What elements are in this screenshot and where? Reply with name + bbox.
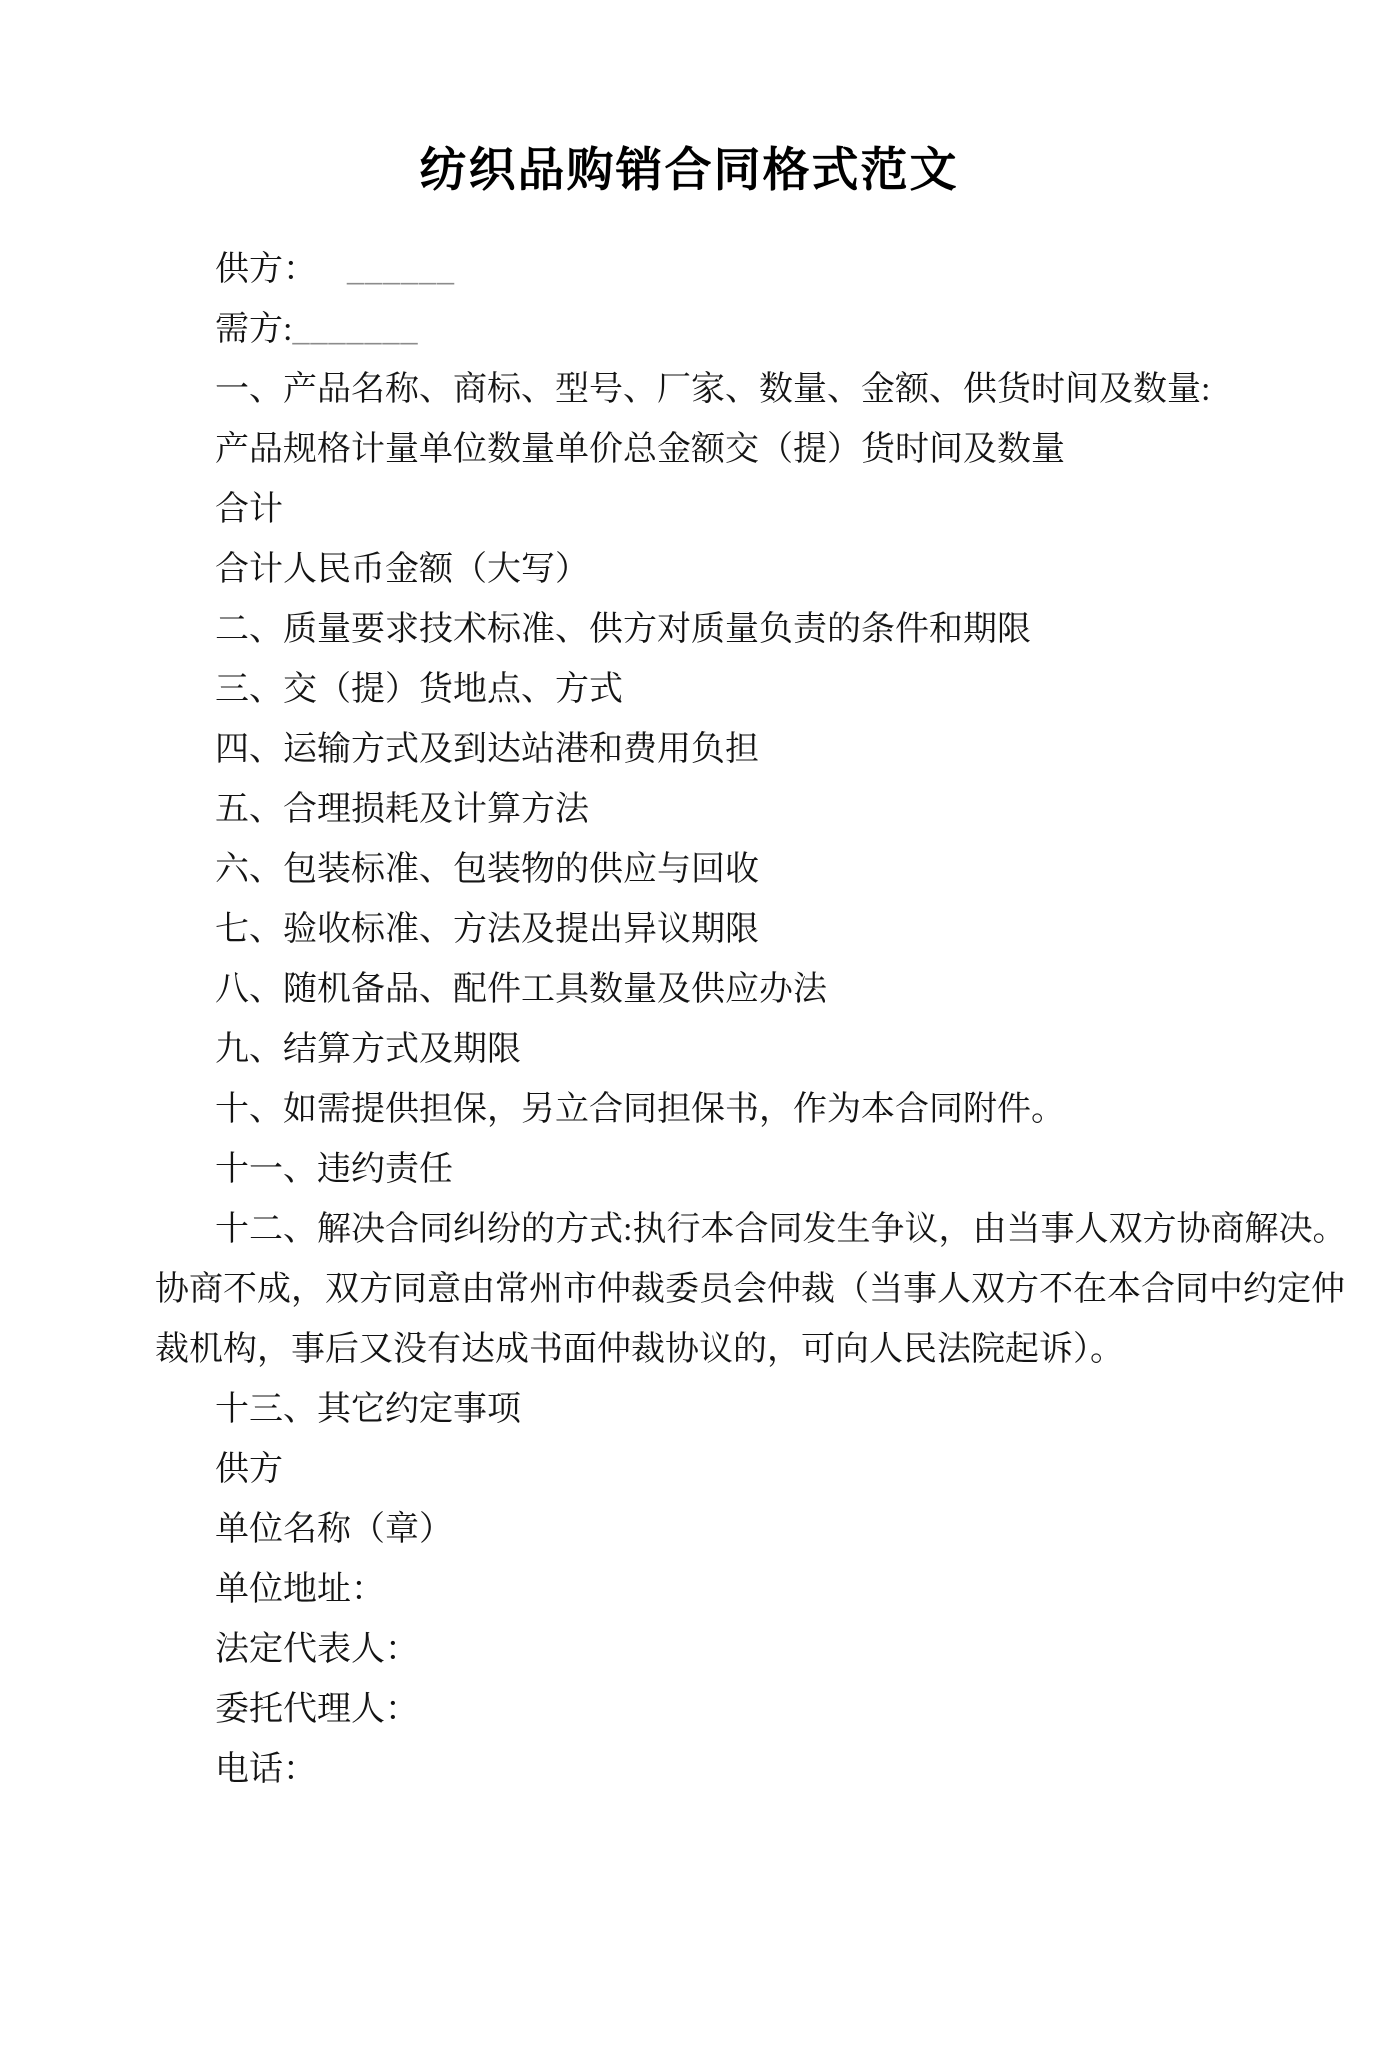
signature-unit-name-line: 单位名称（章） xyxy=(215,1511,453,1548)
clause-13-line: 十三、其它约定事项 xyxy=(215,1391,521,1428)
clause-3-line: 三、交（提）货地点、方式 xyxy=(215,671,623,708)
clause-12-line-2: 协商不成，双方同意由常州市仲裁委员会仲裁（当事人双方不在本合同中约定仲 xyxy=(155,1271,1345,1308)
clause-11-line: 十一、违约责任 xyxy=(215,1151,453,1188)
clause-2-line: 二、质量要求技术标准、供方对质量负责的条件和期限 xyxy=(215,611,1031,648)
document-title: 纺织品购销合同格式范文 xyxy=(419,145,959,197)
buyer-line xyxy=(155,300,1238,360)
signature-entrusted-agent-line: 委托代理人： xyxy=(215,1691,419,1728)
product-table-header-line: 产品规格计量单位数量单价总金额交（提）货时间及数量 xyxy=(215,431,1065,468)
supplier-label: 供方： xyxy=(215,251,317,288)
clause-9-line: 九、结算方式及期限 xyxy=(215,1031,521,1068)
clause-12-line-3: 裁机构，事后又没有达成书面仲裁协议的，可向人民法院起诉）。 xyxy=(155,1331,1124,1368)
clause-10-line: 十、如需提供担保，另立合同担保书，作为本合同附件。 xyxy=(215,1091,1065,1128)
supplier-blank-line: ______ xyxy=(347,251,455,288)
buyer-label: 需方: xyxy=(215,311,293,348)
clause-7-line: 七、验收标准、方法及提出异议期限 xyxy=(215,911,759,948)
clause-5-line: 五、合理损耗及计算方法 xyxy=(215,791,589,828)
document-body xyxy=(0,240,1378,1800)
clause-12-line-1: 十二、解决合同纠纷的方式:执行本合同发生争议，由当事人双方协商解决。 xyxy=(215,1211,1347,1248)
total-amount-words-line: 合计人民币金额（大写） xyxy=(215,551,589,588)
clause-4-line: 四、运输方式及到达站港和费用负担 xyxy=(215,731,759,768)
total-line: 合计 xyxy=(215,491,283,528)
signature-unit-address-line: 单位地址： xyxy=(215,1571,385,1608)
signature-supplier-heading: 供方 xyxy=(215,1451,283,1488)
supplier-line xyxy=(155,240,1238,300)
buyer-blank-line: _______ xyxy=(292,311,419,348)
signature-phone-line: 电话： xyxy=(215,1751,317,1788)
clause-1-line: 一、产品名称、商标、型号、厂家、数量、金额、供货时间及数量: xyxy=(215,371,1211,408)
signature-legal-representative-line: 法定代表人： xyxy=(215,1631,419,1668)
clause-8-line: 八、随机备品、配件工具数量及供应办法 xyxy=(215,971,827,1008)
clause-6-line: 六、包装标准、包装物的供应与回收 xyxy=(215,851,759,888)
